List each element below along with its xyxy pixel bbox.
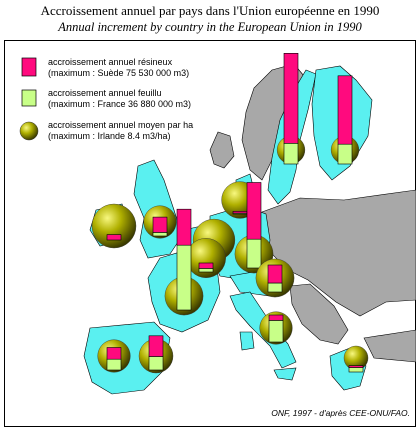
sardinia-shape [240, 332, 254, 350]
country-symbol-austria [256, 259, 294, 297]
legend-resineux-swatch [22, 58, 36, 76]
bar-feuillu-germany [247, 239, 261, 268]
bar-resineux-greece [349, 366, 363, 368]
bar-resineux-uk [153, 217, 167, 232]
bar-feuillu-finland [338, 144, 352, 164]
bar-resineux-france [177, 209, 191, 245]
bar-feuillu-portugal [107, 359, 121, 370]
country-symbol-italy [260, 312, 293, 345]
country-symbol-ireland [92, 204, 136, 248]
bar-resineux-sweden [284, 53, 298, 143]
bar-feuillu-spain [149, 357, 163, 371]
bar-resineux-italy [269, 315, 283, 320]
legend-feuillu-max: (maximum : France 36 880 000 m3) [48, 99, 192, 109]
bar-resineux-belgium [199, 263, 213, 268]
bar-feuillu-austria [268, 283, 282, 292]
title-french: Accroissement annuel par pays dans l'Union européenne en 1990 [40, 3, 380, 18]
bar-feuillu-greece [349, 368, 363, 373]
bar-resineux-finland [338, 76, 352, 144]
bar-feuillu-uk [153, 232, 167, 236]
bar-resineux-ireland [107, 235, 121, 240]
bar-feuillu-sweden [284, 143, 298, 164]
bar-feuillu-belgium [199, 268, 213, 272]
bar-feuillu-italy [269, 320, 283, 342]
legend-feuillu-swatch [22, 90, 36, 106]
bar-resineux-spain [149, 336, 163, 357]
legend-moyen-max: (maximum : Irlande 8.4 m3/ha) [48, 131, 171, 141]
map [4, 40, 416, 427]
legend-feuillu-label: accroissement annuel feuillu [48, 88, 162, 98]
bar-resineux-germany [247, 183, 261, 240]
legend-moyen-label: accroissement annuel moyen par ha [48, 120, 194, 130]
title-english: Annual increment by country in the European Union in 1990 [58, 20, 362, 34]
bar-resineux-portugal [107, 348, 121, 360]
legend-moyen-sphere [20, 122, 38, 140]
bar-resineux-austria [268, 265, 282, 283]
bar-feuillu-france [177, 245, 191, 310]
country-symbol-uk [144, 206, 177, 239]
bar-resineux-denmark [233, 211, 247, 213]
legend-resineux-max: (maximum : Suède 75 530 000 m3) [48, 68, 190, 78]
country-symbol-belgium [186, 238, 225, 277]
sphere-ireland [92, 204, 136, 248]
source-credit: ONF, 1997 - d'après CEE-ONU/FAO. [271, 408, 410, 418]
legend-resineux-label: accroissement annuel résineux [48, 57, 173, 67]
country-symbol-portugal [98, 340, 131, 373]
